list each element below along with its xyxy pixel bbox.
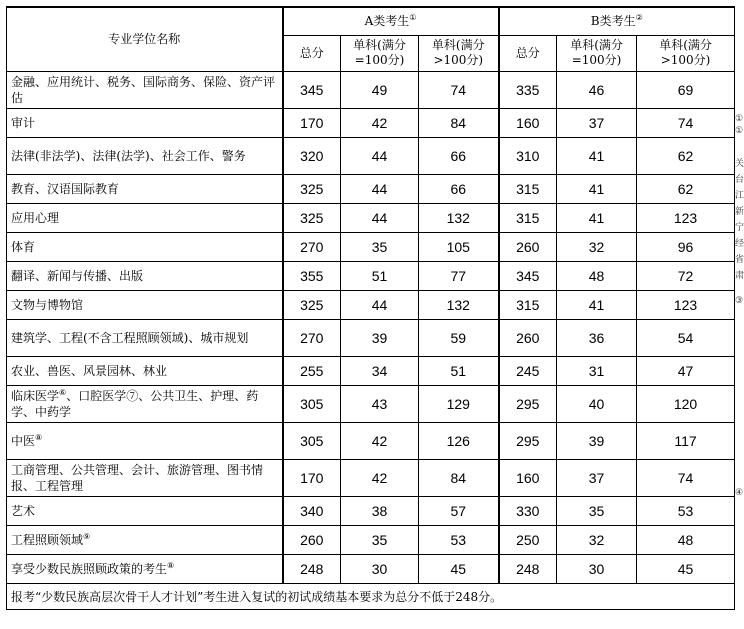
score-cell-b-total: 330	[499, 496, 557, 525]
score-cell-b-s100: 46	[557, 71, 637, 108]
score-cell-b-sgt100: 74	[637, 108, 735, 137]
score-cell-a-total: 255	[283, 356, 341, 385]
degree-name-cell	[7, 108, 283, 137]
degree-name-tail: 、口腔医学⑦、公共卫生、护理、药学、中药学	[11, 388, 259, 419]
degree-name-text: 金融、应用统计、税务、国际商务、保险、资产评估	[11, 74, 276, 105]
score-cell-b-s100: 36	[557, 319, 637, 356]
score-cell-b-total: 245	[499, 356, 557, 385]
score-cell-b-total: 160	[499, 108, 557, 137]
score-cell-b-s100: 41	[557, 290, 637, 319]
header-group-a: A类考生①	[283, 7, 499, 35]
score-cell-a-sgt100: 132	[419, 290, 499, 319]
table-row	[7, 71, 735, 108]
score-cell-b-s100: 48	[557, 261, 637, 290]
score-cell-b-s100: 41	[557, 137, 637, 174]
table-row	[7, 203, 735, 232]
score-cell-a-sgt100: 57	[419, 496, 499, 525]
score-cell-a-s100: 44	[341, 203, 419, 232]
edge-glyph: 宁	[735, 223, 744, 233]
score-cell-b-sgt100: 53	[637, 496, 735, 525]
score-cell-a-total: 270	[283, 232, 341, 261]
score-cell-a-sgt100: 84	[419, 459, 499, 496]
edge-glyph: ④	[735, 488, 744, 498]
score-cell-a-s100: 35	[341, 525, 419, 554]
score-cell-b-total: 335	[499, 71, 557, 108]
adjacent-page-edge	[735, 6, 744, 629]
edge-glyph: 经	[735, 239, 744, 249]
edge-glyph: ①	[735, 126, 744, 136]
score-cell-b-s100: 37	[557, 459, 637, 496]
table-row	[7, 290, 735, 319]
score-cell-a-s100: 39	[341, 319, 419, 356]
score-cell-b-sgt100: 45	[637, 554, 735, 583]
score-cell-a-s100: 44	[341, 137, 419, 174]
score-cell-a-total: 320	[283, 137, 341, 174]
score-cell-b-sgt100: 62	[637, 174, 735, 203]
score-cell-a-total: 305	[283, 422, 341, 459]
degree-name-cell	[7, 525, 283, 554]
score-cell-a-sgt100: 66	[419, 174, 499, 203]
score-cell-b-total: 315	[499, 203, 557, 232]
degree-name-cell	[7, 290, 283, 319]
score-cell-b-total: 315	[499, 174, 557, 203]
score-cell-b-sgt100: 74	[637, 459, 735, 496]
score-cell-a-total: 345	[283, 71, 341, 108]
score-cell-b-total: 295	[499, 385, 557, 422]
degree-name-text: 临床医学	[11, 388, 60, 403]
table-row	[7, 554, 735, 583]
score-cell-b-total: 295	[499, 422, 557, 459]
score-cell-a-s100: 42	[341, 422, 419, 459]
score-cell-b-s100: 39	[557, 422, 637, 459]
degree-name-cell	[7, 71, 283, 108]
edge-glyph: 关	[735, 159, 744, 169]
degree-name-cell	[7, 422, 283, 459]
degree-name-cell	[7, 554, 283, 583]
score-cell-b-sgt100: 123	[637, 203, 735, 232]
score-cell-a-total: 355	[283, 261, 341, 290]
footnote-ref: ⑨	[83, 531, 91, 541]
degree-name-cell	[7, 203, 283, 232]
score-cell-b-s100: 32	[557, 525, 637, 554]
score-cell-b-s100: 40	[557, 385, 637, 422]
score-cell-a-total: 170	[283, 108, 341, 137]
degree-name-text: 体育	[11, 239, 36, 254]
edge-glyph: 新	[735, 207, 744, 217]
degree-name-text: 享受少数民族照顾政策的考生	[11, 561, 168, 576]
score-cell-b-s100: 35	[557, 496, 637, 525]
header-a-single-100: 单科(满分 =100分)	[341, 35, 419, 71]
score-cell-b-total: 260	[499, 232, 557, 261]
degree-name-cell	[7, 496, 283, 525]
score-cell-b-sgt100: 120	[637, 385, 735, 422]
score-cell-b-s100: 31	[557, 356, 637, 385]
table-row	[7, 385, 735, 422]
score-cell-b-sgt100: 47	[637, 356, 735, 385]
table-row	[7, 261, 735, 290]
score-cell-a-total: 305	[283, 385, 341, 422]
table-row	[7, 232, 735, 261]
edge-glyph: 省	[735, 255, 744, 265]
score-cell-b-sgt100: 96	[637, 232, 735, 261]
header-b-single-100: 单科(满分 =100分)	[557, 35, 637, 71]
score-cell-b-total: 250	[499, 525, 557, 554]
degree-name-text: 艺术	[11, 503, 36, 518]
score-cell-a-s100: 38	[341, 496, 419, 525]
score-cell-b-sgt100: 62	[637, 137, 735, 174]
score-cell-b-total: 160	[499, 459, 557, 496]
score-cell-a-sgt100: 53	[419, 525, 499, 554]
edge-glyph: 台	[735, 175, 744, 185]
score-cell-a-s100: 42	[341, 459, 419, 496]
degree-name-cell	[7, 459, 283, 496]
footnote-ref: ⑧	[167, 560, 175, 570]
score-cell-a-s100: 35	[341, 232, 419, 261]
score-cell-a-sgt100: 74	[419, 71, 499, 108]
table-row	[7, 459, 735, 496]
score-cell-a-s100: 43	[341, 385, 419, 422]
header-b-total: 总分	[499, 35, 557, 71]
degree-name-text: 中医	[11, 433, 36, 448]
score-cell-a-total: 325	[283, 203, 341, 232]
score-cell-b-sgt100: 48	[637, 525, 735, 554]
degree-name-text: 工程照顾领域	[11, 532, 84, 547]
degree-name-text: 农业、兽医、风景园林、林业	[11, 363, 168, 378]
footnote-ref: ⑧	[35, 432, 43, 442]
score-cell-a-total: 325	[283, 290, 341, 319]
score-cell-b-sgt100: 117	[637, 422, 735, 459]
score-cell-a-sgt100: 77	[419, 261, 499, 290]
degree-name-text: 审计	[11, 115, 36, 130]
table-row	[7, 137, 735, 174]
score-cell-a-s100: 42	[341, 108, 419, 137]
score-cell-a-sgt100: 66	[419, 137, 499, 174]
score-cell-b-s100: 37	[557, 108, 637, 137]
score-cell-a-s100: 44	[341, 174, 419, 203]
degree-name-text: 应用心理	[11, 210, 60, 225]
table-row	[7, 108, 735, 137]
degree-name-cell	[7, 137, 283, 174]
table-row	[7, 525, 735, 554]
degree-name-cell	[7, 174, 283, 203]
score-cell-b-s100: 41	[557, 203, 637, 232]
score-cell-b-s100: 41	[557, 174, 637, 203]
edge-glyph: ①	[735, 114, 744, 124]
score-cell-a-total: 325	[283, 174, 341, 203]
table-row	[7, 496, 735, 525]
score-cell-b-s100: 30	[557, 554, 637, 583]
score-cell-b-total: 345	[499, 261, 557, 290]
score-cell-b-sgt100: 54	[637, 319, 735, 356]
header-a-total: 总分	[283, 35, 341, 71]
header-group-b: B类考生②	[499, 7, 735, 35]
header-b-single-gt100: 单科(满分 >100分)	[637, 35, 735, 71]
score-cell-a-sgt100: 126	[419, 422, 499, 459]
degree-name-cell	[7, 319, 283, 356]
score-cell-a-total: 270	[283, 319, 341, 356]
header-a-single-gt100: 单科(满分 >100分)	[419, 35, 499, 71]
score-cell-b-sgt100: 72	[637, 261, 735, 290]
score-cell-a-sgt100: 105	[419, 232, 499, 261]
degree-name-cell	[7, 261, 283, 290]
score-cell-b-total: 248	[499, 554, 557, 583]
footnote-ref-1: ①	[409, 13, 417, 23]
header-degree-name: 专业学位名称	[7, 7, 283, 71]
score-cell-a-sgt100: 51	[419, 356, 499, 385]
footnote-ref: ⑥	[59, 387, 67, 397]
score-cell-b-s100: 32	[557, 232, 637, 261]
edge-glyph: ③	[735, 296, 744, 306]
score-cell-a-total: 248	[283, 554, 341, 583]
score-cell-b-sgt100: 69	[637, 71, 735, 108]
score-cell-a-s100: 49	[341, 71, 419, 108]
score-cell-a-total: 340	[283, 496, 341, 525]
degree-name-text: 教育、汉语国际教育	[11, 181, 120, 196]
score-cell-b-total: 315	[499, 290, 557, 319]
table-row	[7, 174, 735, 203]
footnote-text: 报考“少数民族高层次骨干人才计划”考生进入复试的初试成绩基本要求为总分不低于248分。	[7, 583, 735, 609]
score-cell-b-total: 260	[499, 319, 557, 356]
score-cell-a-sgt100: 45	[419, 554, 499, 583]
score-cell-a-total: 170	[283, 459, 341, 496]
score-cell-a-s100: 51	[341, 261, 419, 290]
edge-glyph: 肃	[735, 271, 744, 281]
table-row	[7, 319, 735, 356]
score-cell-a-s100: 30	[341, 554, 419, 583]
score-cell-a-sgt100: 129	[419, 385, 499, 422]
table-row	[7, 422, 735, 459]
degree-name-text: 法律(非法学)、法律(法学)、社会工作、警务	[11, 148, 246, 163]
degree-name-text: 文物与博物馆	[11, 297, 84, 312]
score-cell-b-sgt100: 123	[637, 290, 735, 319]
degree-name-cell	[7, 385, 283, 422]
score-cell-a-total: 260	[283, 525, 341, 554]
score-cell-a-s100: 34	[341, 356, 419, 385]
footnote-ref-2: ②	[635, 13, 643, 23]
table-row	[7, 356, 735, 385]
degree-name-cell	[7, 356, 283, 385]
score-cell-a-sgt100: 84	[419, 108, 499, 137]
degree-name-cell	[7, 232, 283, 261]
score-requirements-table	[6, 6, 735, 610]
score-cell-a-s100: 44	[341, 290, 419, 319]
edge-glyph: 江	[735, 191, 744, 201]
degree-name-text: 翻译、新闻与传播、出版	[11, 268, 144, 283]
score-cell-a-sgt100: 132	[419, 203, 499, 232]
score-cell-a-sgt100: 59	[419, 319, 499, 356]
score-cell-b-total: 310	[499, 137, 557, 174]
degree-name-text: 工商管理、公共管理、会计、旅游管理、图书情报、工程管理	[11, 462, 264, 493]
degree-name-text: 建筑学、工程(不含工程照顾领域)、城市规划	[11, 330, 249, 345]
